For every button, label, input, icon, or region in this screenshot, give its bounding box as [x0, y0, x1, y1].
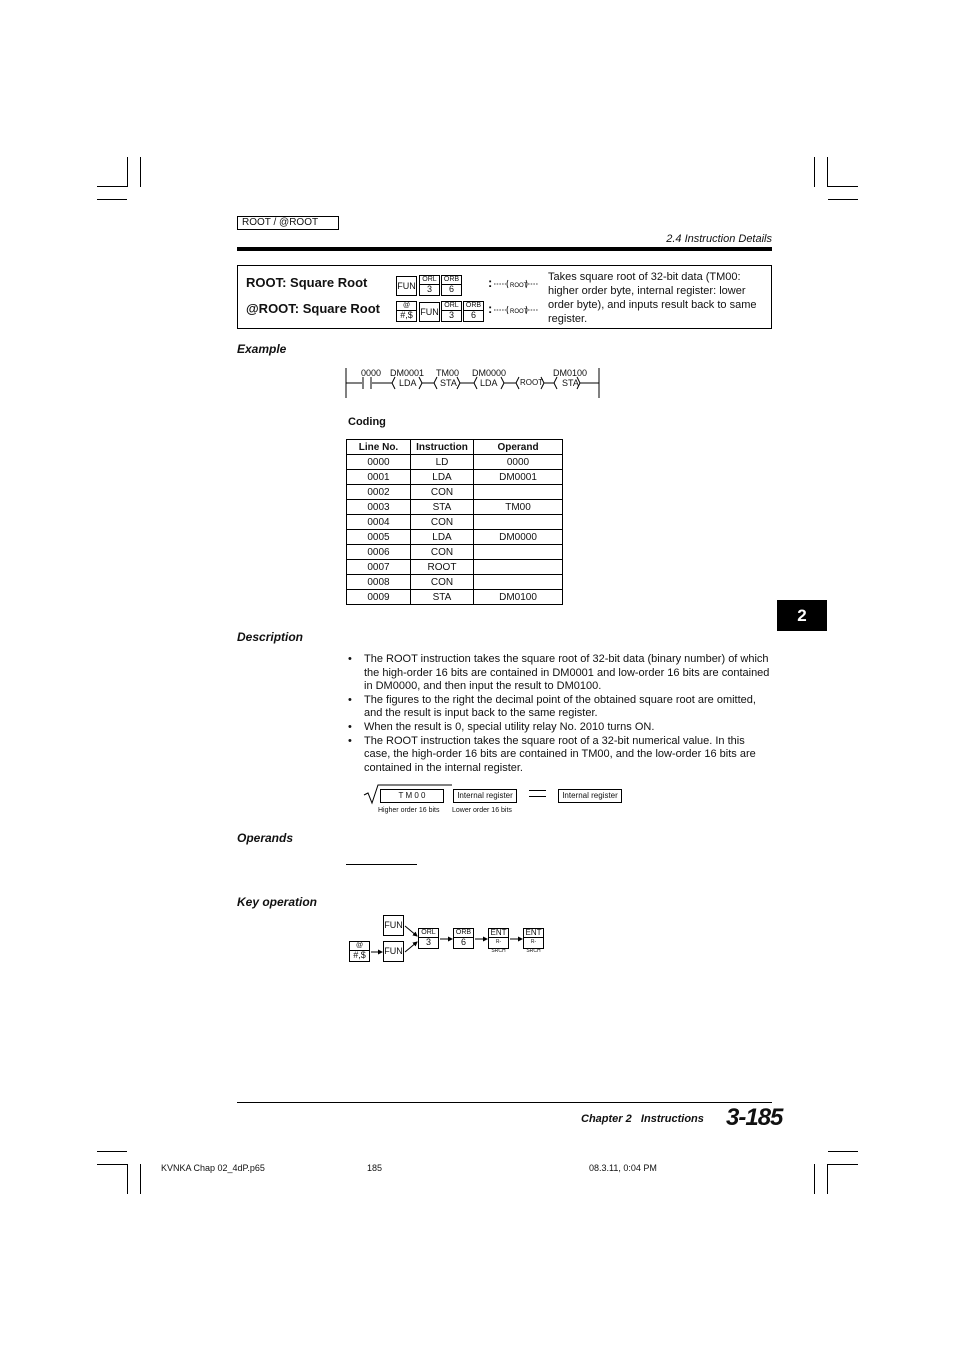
- list-item: • When the result is 0, special utility relay No. 2010 turns ON.: [346, 721, 771, 735]
- orb-key-top: ORB: [465, 302, 482, 309]
- example-heading: Example: [237, 342, 287, 356]
- coding-heading: Coding: [348, 416, 386, 428]
- at-key: [396, 301, 417, 322]
- header-rule: [237, 247, 772, 251]
- ent-key-bot: R-SRCH: [526, 939, 541, 954]
- cell: TM00: [474, 500, 563, 515]
- ladder-operand-3: DM0000: [472, 368, 507, 378]
- chapter-tab: 2: [777, 600, 827, 631]
- orb-key: [463, 301, 484, 322]
- orb-key-bot: 6: [460, 937, 466, 947]
- cell: [474, 515, 563, 530]
- internal-register-box-1: Internal register: [453, 789, 517, 803]
- ladder-instr-5: STA: [562, 378, 579, 388]
- tm00-box: T M 0 0: [380, 789, 444, 803]
- title-root: ROOT: Square Root: [246, 275, 368, 290]
- equals-sign: [529, 790, 546, 791]
- orl-key: [441, 301, 462, 322]
- description-list: [346, 653, 771, 775]
- crop-mark: [140, 157, 141, 187]
- cell: CON: [411, 575, 474, 590]
- root-symbol-2: [494, 304, 538, 316]
- root-symbol-2-label: ROOT: [510, 309, 528, 315]
- cell: CON: [411, 515, 474, 530]
- orb-key-bot: 6: [448, 284, 454, 294]
- table-row: [347, 515, 563, 530]
- orl-key-bot: 3: [426, 284, 432, 294]
- table-row: [347, 560, 563, 575]
- orb-key-bot: 6: [470, 310, 476, 320]
- crop-mark: [140, 1164, 141, 1194]
- root-symbol-1-label: ROOT: [510, 283, 528, 289]
- crop-mark: [814, 157, 815, 187]
- orl-key-top: ORL: [442, 302, 461, 311]
- fun-key-label: FUN: [420, 307, 439, 317]
- ladder-instr-4: ROOT: [520, 378, 544, 387]
- at-key-top: @: [350, 942, 369, 951]
- column-header: Operand: [474, 440, 563, 455]
- cell: 0002: [347, 485, 411, 500]
- operands-rule: [346, 864, 417, 865]
- crop-mark: [828, 186, 858, 187]
- orb-key: [441, 275, 462, 296]
- caption-higher: Higher order 16 bits: [378, 807, 440, 814]
- internal-register-box-2: Internal register: [558, 789, 622, 803]
- crop-mark: [828, 199, 858, 200]
- cell: 0006: [347, 545, 411, 560]
- equals-sign: [529, 796, 546, 797]
- table-row: [347, 470, 563, 485]
- table-row: [347, 590, 563, 605]
- orl-key-top: ORL: [419, 929, 438, 938]
- cell: [474, 485, 563, 500]
- crop-mark: [97, 199, 127, 200]
- ladder-operand-2: TM00: [436, 368, 460, 378]
- instruction-description: Takes square root of 32-bit data (TM00: higher order byte, internal register: lower order byte), and inputs result back to same register.: [548, 271, 757, 325]
- crop-mark: [97, 186, 127, 187]
- table-header-row: [347, 440, 563, 455]
- footer-date: 08.3.11, 0:04 PM: [589, 1163, 657, 1173]
- table-row: [347, 500, 563, 515]
- cell: DM0001: [474, 470, 563, 485]
- crop-mark: [127, 1164, 128, 1194]
- cell: [474, 560, 563, 575]
- cell: 0000: [347, 455, 411, 470]
- orl-key-bot: 3: [448, 310, 454, 320]
- crop-mark: [828, 1151, 858, 1152]
- caption-lower: Lower order 16 bits: [452, 807, 512, 814]
- cell: CON: [411, 485, 474, 500]
- colon-2: :: [488, 301, 493, 316]
- list-item: • The ROOT instruction takes the square root of a 32-bit numerical value. In this case, the high-order 16 bits are contained in TM00, and the low-order 16 bits are contained in the internal register.: [346, 735, 771, 776]
- cell: STA: [411, 590, 474, 605]
- crop-mark: [127, 157, 128, 187]
- cell: 0004: [347, 515, 411, 530]
- at-key: [349, 941, 370, 962]
- colon-1: :: [488, 275, 493, 290]
- orb-key-top: ORB: [455, 929, 472, 936]
- crop-mark: [828, 1164, 858, 1165]
- orl-key-top: ORL: [420, 276, 439, 285]
- cell: LD: [411, 455, 474, 470]
- cell: 0003: [347, 500, 411, 515]
- title-atroot: @ROOT: Square Root: [246, 301, 381, 316]
- footer-file: KVNKA Chap 02_4dP.p65: [161, 1163, 265, 1173]
- cell: 0005: [347, 530, 411, 545]
- at-key-bot: #,$: [400, 310, 413, 320]
- column-header: Line No.: [347, 440, 411, 455]
- cell: ROOT: [411, 560, 474, 575]
- cell: 0007: [347, 560, 411, 575]
- ent-key-bot: R-SRCH: [491, 939, 506, 954]
- cell: 0009: [347, 590, 411, 605]
- crop-mark: [97, 1164, 127, 1165]
- cell: CON: [411, 545, 474, 560]
- header-tag: ROOT / @ROOT: [237, 216, 339, 230]
- at-key-bot: #,$: [353, 950, 366, 960]
- crop-mark: [814, 1164, 815, 1194]
- ladder-operand-1: DM0001: [390, 368, 425, 378]
- ladder-instr-3: LDA: [480, 378, 498, 388]
- fun-key: [396, 276, 417, 296]
- column-header: Instruction: [411, 440, 474, 455]
- key-operation-heading: Key operation: [237, 895, 318, 909]
- table-row: [347, 530, 563, 545]
- coding-table: [346, 439, 563, 605]
- cell: 0001: [347, 470, 411, 485]
- cell: DM0100: [474, 590, 563, 605]
- cell: STA: [411, 500, 474, 515]
- page-number: 3-185: [726, 1104, 783, 1131]
- footer-chapter-num: Chapter 2: [581, 1113, 632, 1125]
- table-row: [347, 545, 563, 560]
- root-symbol-1: [494, 278, 538, 290]
- crop-mark: [827, 157, 828, 187]
- ladder-instr-2: STA: [440, 378, 457, 388]
- orl-key-bot: 3: [425, 937, 431, 947]
- instruction-box: [237, 265, 772, 329]
- cell: [474, 545, 563, 560]
- cell: LDA: [411, 530, 474, 545]
- section-title: 2.4 Instruction Details: [666, 233, 772, 245]
- ladder-instr-1: LDA: [399, 378, 417, 388]
- orl-key: [419, 275, 440, 296]
- ladder-contact-label: 0000: [361, 368, 382, 378]
- orb-key-top: ORB: [443, 276, 460, 283]
- cell: 0008: [347, 575, 411, 590]
- fun-key: [419, 302, 440, 322]
- operands-heading: Operands: [237, 831, 294, 845]
- table-row: [347, 485, 563, 500]
- ladder-operand-5: DM0100: [553, 368, 588, 378]
- at-key-top: @: [397, 302, 416, 311]
- list-item: • The ROOT instruction takes the square root of 32-bit data (binary number) of which the high-order 16 bits are contained in DM0001 and low-order 16 bits are contained in DM0000, and then input the result to DM0100.: [346, 653, 771, 694]
- ent-key-top: ENT: [490, 928, 507, 937]
- cell: [474, 575, 563, 590]
- cell: LDA: [411, 470, 474, 485]
- key-arrows: [368, 920, 528, 960]
- cell: 0000: [474, 455, 563, 470]
- ent-key-top: ENT: [525, 928, 542, 937]
- footer-rule: [237, 1102, 772, 1103]
- cell: DM0000: [474, 530, 563, 545]
- fun-key-label: FUN: [384, 920, 403, 930]
- description-heading: Description: [237, 630, 304, 644]
- list-item: • The figures to the right the decimal point of the obtained square root are omitted, and the result is input back to the same register.: [346, 694, 771, 721]
- crop-mark: [97, 1151, 127, 1152]
- footer-num: 185: [367, 1163, 383, 1173]
- footer-chapter: [581, 1113, 704, 1125]
- table-row: [347, 455, 563, 470]
- footer-chapter-title: Instructions: [640, 1113, 704, 1125]
- fun-key-label: FUN: [384, 946, 403, 956]
- table-row: [347, 575, 563, 590]
- fun-key-label: FUN: [397, 281, 416, 291]
- crop-mark: [827, 1164, 828, 1194]
